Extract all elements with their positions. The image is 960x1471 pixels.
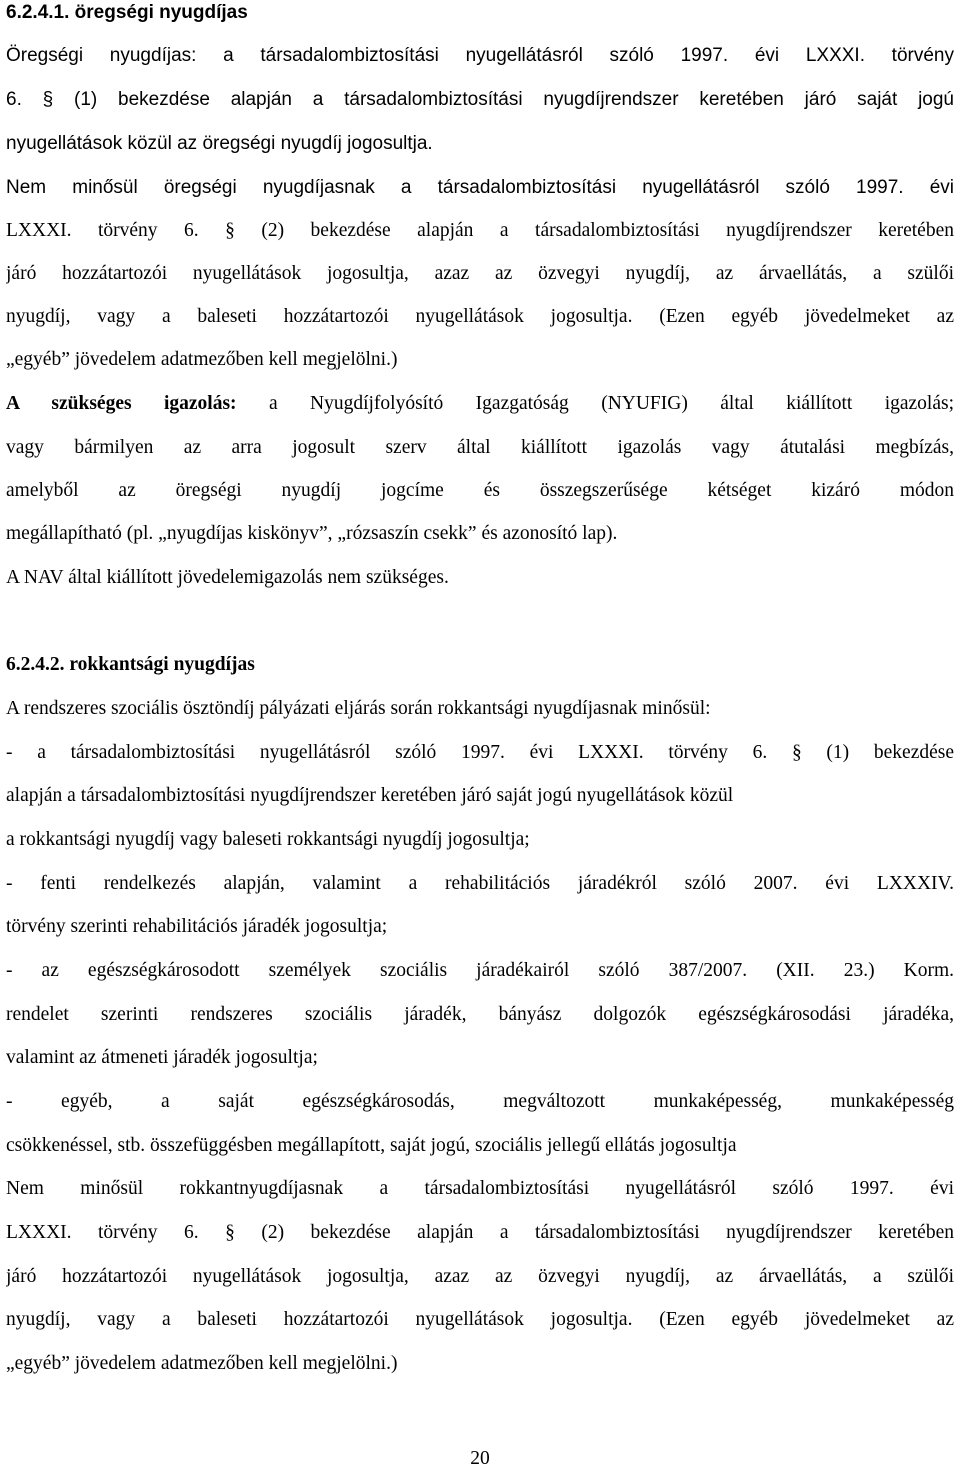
paragraph-line: LXXXI. törvény 6. § (2) bekezdése alapján a társadalombiztosítási nyugdíjrendszer keretében <box>6 1222 954 1243</box>
paragraph-line: - fenti rendelkezés alapján, valamint a rehabilitációs járadékról szóló 2007. évi LXXXIV. <box>6 873 954 894</box>
paragraph-line: járó hozzátartozói nyugellátások jogosultja, azaz az özvegyi nyugdíj, az árvaellátás, a szülői <box>6 1266 954 1287</box>
section-heading-disability: 6.2.4.2. rokkantsági nyugdíjas <box>6 654 255 675</box>
paragraph-line: 6. § (1) bekezdése alapján a társadalombiztosítási nyugdíjrendszer keretében járó saját jogú <box>6 89 954 110</box>
section-heading-old-age: 6.2.4.1. öregségi nyugdíjas <box>6 2 248 23</box>
page-number: 20 <box>470 1448 490 1469</box>
paragraph-line: Nem minősül öregségi nyugdíjasnak a társadalombiztosítási nyugellátásról szóló 1997. évi <box>6 177 954 198</box>
paragraph-line: „egyéb” jövedelem adatmezőben kell megjelölni.) <box>6 1353 398 1374</box>
paragraph-line: Öregségi nyugdíjas: a társadalombiztosítási nyugellátásról szóló 1997. évi LXXXI. törvény <box>6 45 954 66</box>
paragraph-line: törvény szerinti rehabilitációs járadék jogosultja; <box>6 916 388 937</box>
proof-requirement-line <box>6 392 954 418</box>
paragraph-line: A rendszeres szociális ösztöndíj pályázati eljárás során rokkantsági nyugdíjasnak minősül: <box>6 698 711 719</box>
proof-label: A szükséges igazolás: <box>6 393 237 414</box>
paragraph-line: nyugellátások közül az öregségi nyugdíj jogosultja. <box>6 133 433 154</box>
paragraph-line: alapján a társadalombiztosítási nyugdíjrendszer keretében járó saját jogú nyugellátások közül <box>6 785 734 806</box>
paragraph-line: - egyéb, a saját egészségkárosodás, megváltozott munkaképesség, munkaképesség <box>6 1091 954 1112</box>
paragraph-line: valamint az átmeneti járadék jogosultja; <box>6 1047 318 1068</box>
paragraph-line: Nem minősül rokkantnyugdíjasnak a társadalombiztosítási nyugellátásról szóló 1997. évi <box>6 1178 954 1199</box>
paragraph-line: LXXXI. törvény 6. § (2) bekezdése alapján a társadalombiztosítási nyugdíjrendszer keretében <box>6 220 954 241</box>
paragraph-line: amelyből az öregségi nyugdíj jogcíme és összegszerűsége kétséget kizáró módon <box>6 480 954 501</box>
paragraph-line: nyugdíj, vagy a baleseti hozzátartozói nyugellátások jogosultja. (Ezen egyéb jövedelmeket az <box>6 306 954 327</box>
paragraph-line: a rokkantsági nyugdíj vagy baleseti rokkantsági nyugdíj jogosultja; <box>6 829 530 850</box>
paragraph-line: - az egészségkárosodott személyek szociális járadékairól szóló 387/2007. (XII. 23.) Korm. <box>6 960 954 981</box>
paragraph-line: nyugdíj, vagy a baleseti hozzátartozói nyugellátások jogosultja. (Ezen egyéb jövedelmeket az <box>6 1309 954 1330</box>
paragraph-line: „egyéb” jövedelem adatmezőben kell megjelölni.) <box>6 349 398 370</box>
paragraph-line: járó hozzátartozói nyugellátások jogosultja, azaz az özvegyi nyugdíj, az árvaellátás, a szülői <box>6 263 954 284</box>
proof-text: a Nyugdíjfolyósító Igazgatóság (NYUFIG) által kiállított igazolás; <box>236 393 954 414</box>
paragraph-line: megállapítható (pl. „nyugdíjas kiskönyv”, „rózsaszín csekk” és azonosító lap). <box>6 523 618 544</box>
paragraph-line: rendelet szerinti rendszeres szociális járadék, bányász dolgozók egészségkárosodási járadéka, <box>6 1004 954 1025</box>
paragraph-line: A NAV által kiállított jövedelemigazolás nem szükséges. <box>6 567 449 588</box>
paragraph-line: - a társadalombiztosítási nyugellátásról szóló 1997. évi LXXXI. törvény 6. § (1) bekezdése <box>6 742 954 763</box>
paragraph-line: csökkenéssel, stb. összefüggésben megállapított, saját jogú, szociális jellegű ellátás jogosultja <box>6 1135 737 1156</box>
paragraph-line: vagy bármilyen az arra jogosult szerv által kiállított igazolás vagy átutalási megbízás, <box>6 437 954 458</box>
